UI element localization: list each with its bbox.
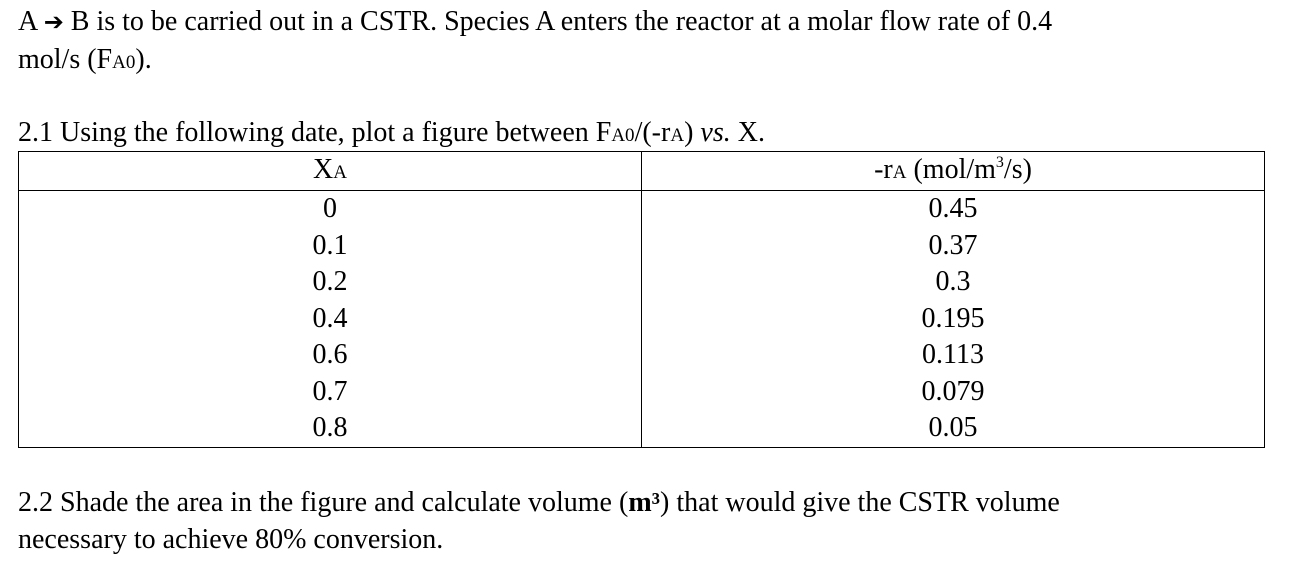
data-table [18,151,1265,448]
cell-x: 0.4 [19,301,642,338]
cell-x: 0.1 [19,228,642,265]
cell-x: 0 [19,191,642,228]
problem-statement [18,3,1052,81]
header-conversion: XA [19,152,642,191]
cell-x: 0.8 [19,410,642,447]
problem-line-1: A ➔ B is to be carried out in a CSTR. Species A enters the reactor at a molar flow rate of 0.4 [18,6,1053,37]
table-row [19,191,1265,228]
cell-x: 0.6 [19,337,642,374]
problem-line-2: mol/s (FA0). [18,44,152,75]
table-header-row [19,152,1265,191]
task-2-1: 2.1 Using the following date, plot a figure between FA0/(-rA) vs. X. [18,117,765,148]
table-row [19,374,1265,411]
cell-rate: 0.3 [642,264,1265,301]
task-2-2-line-2: necessary to achieve 80% conversion. [18,524,444,555]
table-row [19,228,1265,265]
cell-rate: 0.05 [642,410,1265,447]
cell-x: 0.2 [19,264,642,301]
cell-rate: 0.37 [642,228,1265,265]
table-row [19,337,1265,374]
cell-x: 0.7 [19,374,642,411]
cell-rate: 0.079 [642,374,1265,411]
cell-rate: 0.113 [642,337,1265,374]
table-row [19,301,1265,338]
task-2-2 [18,484,1060,558]
cell-rate: 0.45 [642,191,1265,228]
cell-rate: 0.195 [642,301,1265,338]
header-rate: -rA $(mol/m^3/s)$ [642,152,1265,191]
right-arrow-icon: ➔ [43,8,64,36]
table-row [19,264,1265,301]
table-row [19,410,1265,447]
task-2-2-line-1: 2.2 Shade the area in the figure and calculate volume (m³) that would give the CSTR volume [18,487,1060,518]
